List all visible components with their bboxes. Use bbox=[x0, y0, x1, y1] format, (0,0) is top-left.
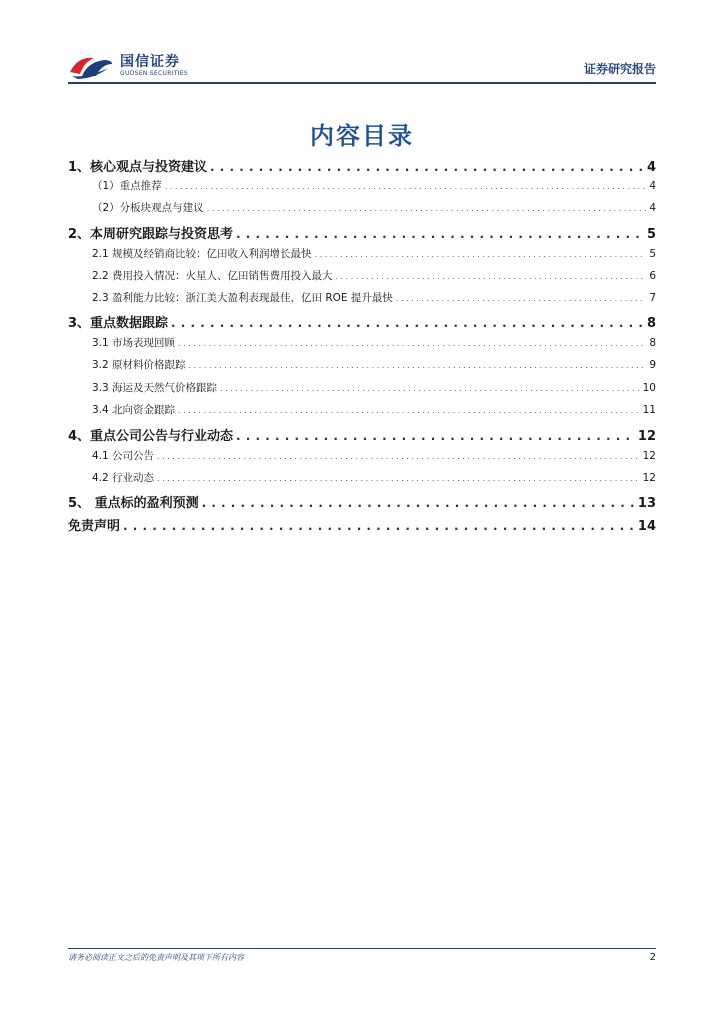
toc-dot-leader bbox=[236, 227, 644, 241]
guosen-logo-icon bbox=[68, 52, 114, 80]
toc-dot-leader bbox=[336, 272, 647, 281]
toc-entry-label: 3.1 市场表现回顾 bbox=[92, 337, 176, 349]
toc-entry-page: 12 bbox=[642, 450, 656, 462]
toc-entry-page: 8 bbox=[649, 337, 656, 349]
toc-entry-section[interactable] bbox=[68, 402, 656, 417]
toc-entry-page: 4 bbox=[649, 180, 656, 192]
toc-entry-section[interactable] bbox=[68, 448, 656, 463]
page-header bbox=[68, 50, 656, 84]
toc-entry-page: 7 bbox=[649, 292, 656, 304]
toc-entry-chapter[interactable] bbox=[68, 223, 656, 242]
toc-entry-page: 4 bbox=[649, 202, 656, 214]
toc-entry-label: 2、本周研究跟踪与投资思考 bbox=[68, 227, 234, 242]
toc-title: 内容目录 bbox=[310, 122, 414, 150]
toc-entry-label: 2.3 盈利能力比较：浙江美大盈利表现最佳，亿田 ROE 提升最快 bbox=[92, 292, 393, 304]
logo-english-name: GUOSEN SECURITIES bbox=[120, 70, 189, 77]
toc-entry-page: 12 bbox=[637, 429, 656, 444]
toc-dot-leader bbox=[171, 316, 644, 330]
toc-dot-leader bbox=[178, 339, 646, 348]
toc-dot-leader bbox=[157, 452, 640, 461]
toc-entry-chapter[interactable] bbox=[68, 425, 656, 444]
toc-dot-leader bbox=[207, 204, 647, 213]
toc-entry-chapter[interactable] bbox=[68, 492, 656, 511]
toc-entry-section[interactable] bbox=[68, 178, 656, 193]
guosen-logo bbox=[68, 52, 188, 80]
toc-entry-section[interactable] bbox=[68, 380, 656, 395]
toc-entry-label: 4.1 公司公告 bbox=[92, 450, 155, 462]
toc-dot-leader bbox=[315, 250, 647, 259]
toc-entry-label: 3.3 海运及天然气价格跟踪 bbox=[92, 382, 218, 394]
footer-disclaimer: 请务必阅读正文之后的免责声明及其项下所有内容 bbox=[68, 953, 244, 962]
toc-entry-page: 8 bbox=[646, 316, 656, 331]
toc-entry-page: 13 bbox=[637, 496, 656, 511]
toc-entry-page: 6 bbox=[649, 270, 656, 282]
toc-dot-leader bbox=[236, 429, 635, 443]
toc-dot-leader bbox=[202, 496, 635, 510]
toc-entry-section[interactable] bbox=[68, 290, 656, 305]
toc-entry-label: 2.2 费用投入情况：火星人、亿田销售费用投入最大 bbox=[92, 270, 333, 282]
toc-entry-page: 5 bbox=[646, 227, 656, 242]
toc-entry-section[interactable] bbox=[68, 470, 656, 485]
toc-entry-page: 12 bbox=[642, 472, 656, 484]
footer-divider bbox=[68, 948, 656, 949]
toc-entry-label: 3.4 北向资金跟踪 bbox=[92, 404, 176, 416]
toc-entry-label: （1）重点推荐 bbox=[92, 180, 162, 192]
toc-entry-label: 1、核心观点与投资建议 bbox=[68, 160, 208, 175]
toc-dot-leader bbox=[178, 406, 640, 415]
toc-entry-page: 4 bbox=[646, 160, 656, 175]
toc-entry-label: 5、 重点标的盈利预测 bbox=[68, 496, 199, 511]
toc-entry-label: 4.2 行业动态 bbox=[92, 472, 155, 484]
toc-dot-leader bbox=[189, 361, 647, 370]
page-number: 2 bbox=[649, 952, 656, 963]
toc-entry-label: 3、重点数据跟踪 bbox=[68, 316, 169, 331]
toc-dot-leader bbox=[210, 160, 644, 174]
toc-dot-leader bbox=[157, 474, 640, 483]
toc-entry-label: 2.1 规模及经销商比较：亿田收入利润增长最快 bbox=[92, 248, 312, 260]
toc-entry-chapter[interactable] bbox=[68, 312, 656, 331]
toc-entry-label: 4、重点公司公告与行业动态 bbox=[68, 429, 234, 444]
toc-entry-section[interactable] bbox=[68, 200, 656, 215]
header-divider bbox=[68, 82, 656, 84]
toc-entry-page: 10 bbox=[642, 382, 656, 394]
toc-entry-page: 5 bbox=[649, 248, 656, 260]
toc-dot-leader bbox=[165, 182, 647, 191]
toc-entry-section[interactable] bbox=[68, 335, 656, 350]
toc-entry-section[interactable] bbox=[68, 246, 656, 261]
toc-dot-leader bbox=[396, 294, 646, 303]
toc-entry-page: 9 bbox=[649, 359, 656, 371]
toc-dot-leader bbox=[123, 519, 635, 533]
report-type-label: 证券研究报告 bbox=[583, 62, 656, 76]
toc-dot-leader bbox=[220, 384, 640, 393]
toc-entry-chapter[interactable] bbox=[68, 515, 656, 534]
toc-entry-page: 11 bbox=[642, 404, 656, 416]
toc-entry-section[interactable] bbox=[68, 357, 656, 372]
toc-entry-label: 3.2 原材料价格跟踪 bbox=[92, 359, 186, 371]
toc-entry-section[interactable] bbox=[68, 268, 656, 283]
logo-text bbox=[120, 54, 188, 78]
toc-entry-label: 免责声明 bbox=[68, 519, 121, 534]
logo-chinese-name: 国信证券 bbox=[120, 54, 180, 70]
toc-entry-chapter[interactable] bbox=[68, 156, 656, 175]
toc-entry-page: 14 bbox=[637, 519, 656, 534]
toc-entry-label: （2）分板块观点与建议 bbox=[92, 202, 204, 214]
